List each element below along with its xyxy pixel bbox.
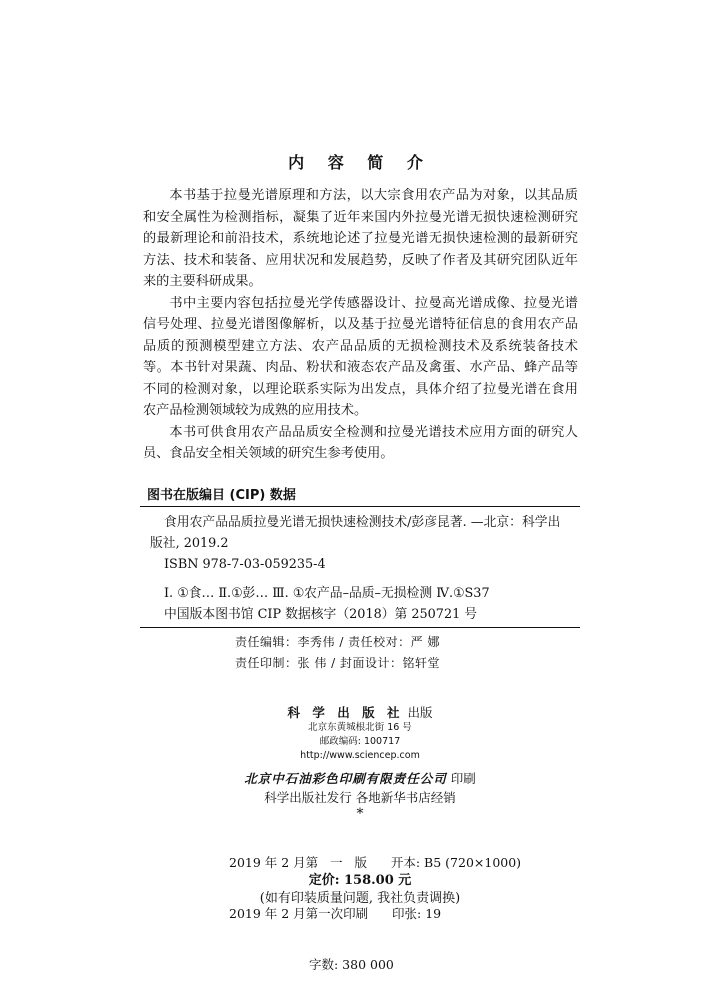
- divider-top: [140, 506, 580, 507]
- editor-credits: [235, 632, 440, 674]
- cip-heading: 图书在版编目 (CIP) 数据: [147, 488, 296, 503]
- edition-info: [229, 820, 521, 1007]
- cip-book-info: 食用农产品品质拉曼光谱无损快速检测技术/彭彦昆著. —北京：科学出: [164, 515, 561, 530]
- edition-line-2: 2019 年 2 月第一次印刷 印张: 19: [229, 906, 442, 921]
- printer-line: [160, 769, 560, 789]
- publisher-url: http://www.sciencep.com: [300, 750, 420, 761]
- edition-line-1: 2019 年 2 月第 一 版 开本: B5 (720×1000): [229, 855, 522, 870]
- separator-star: *: [356, 806, 364, 822]
- cip-classification: Ⅰ. ①食… Ⅱ.①彭… Ⅲ. ①农产品–品质–无损检测 Ⅳ.①S37: [164, 586, 490, 601]
- cip-data: [150, 512, 578, 625]
- publisher-postcode: 邮政编码: 100717: [319, 736, 401, 747]
- price-line: [0, 872, 720, 890]
- summary-paragraph-1: 本书基于拉曼光谱原理和方法，以大宗食用农产品为对象，以其品质和安全属性为检测指标，凝集了近年来国内外拉曼光谱无损快速检测研究的最新理论和前沿技术，系统地论述了拉曼光谱无损快速检测的最新研究方法、技术和装备、应用状况和发展趋势，反映了作者及其研究团队近年来的主要科研成果。: [143, 188, 578, 289]
- publisher-name-suffix: 出版: [403, 705, 433, 720]
- price-block: [0, 872, 720, 908]
- price-note: (如有印装质量问题, 我社负责调换): [259, 891, 461, 906]
- summary-paragraph-2: 书中主要内容包括拉曼光学传感器设计、拉曼高光谱成像、拉曼光谱信号处理、拉曼光谱图像解析，以及基于拉曼光谱特征信息的食用农产品品质的预测模型建立方法、农产品品质的无损检测技术及系统装备技术等。本书针对果蔬、肉品、粉状和液态农产品及禽蛋、水产品、蜂产品等不同的检测对象，以理论联系实际为出发点，具体介绍了拉曼光谱在食用农产品检测领域较为成熟的应用技术。: [143, 295, 578, 418]
- publisher-address: 北京东黄城根北街 16 号: [308, 722, 412, 733]
- divider-bottom: [140, 627, 580, 628]
- cip-verification: 中国版本图书馆 CIP 数据核字（2018）第 250721 号: [164, 607, 478, 622]
- editor-credit-line-2: 责任印制：张 伟 / 封面设计：铭轩堂: [235, 656, 440, 670]
- editor-credit-line-1: 责任编辑：李秀伟 / 责任校对：严 娜: [235, 635, 440, 649]
- price-label: 定价:: [308, 873, 345, 888]
- printer-name: 北京中石油彩色印刷有限责任公司: [244, 771, 447, 786]
- printer-suffix: 印刷: [446, 771, 476, 786]
- cip-isbn: ISBN 978-7-03-059235-4: [164, 557, 326, 572]
- price-value: 158.00 元: [344, 873, 412, 888]
- distribution-line: 科学出版社发行 各地新华书店经销: [264, 790, 456, 805]
- content-summary: [143, 185, 578, 465]
- cip-book-info-cont: 版社, 2019.2: [150, 536, 229, 551]
- page-title: 内 容 简 介: [288, 153, 432, 172]
- publisher-block: [160, 705, 560, 821]
- edition-line-3: 字数: 380 000: [309, 957, 394, 972]
- summary-paragraph-3: 本书可供食用农产品品质安全检测和拉曼光谱技术应用方面的研究人员、食品安全相关领域的研究生参考使用。: [143, 424, 578, 461]
- publisher-line: [160, 705, 560, 721]
- publisher-name: 科 学 出 版 社: [287, 705, 404, 720]
